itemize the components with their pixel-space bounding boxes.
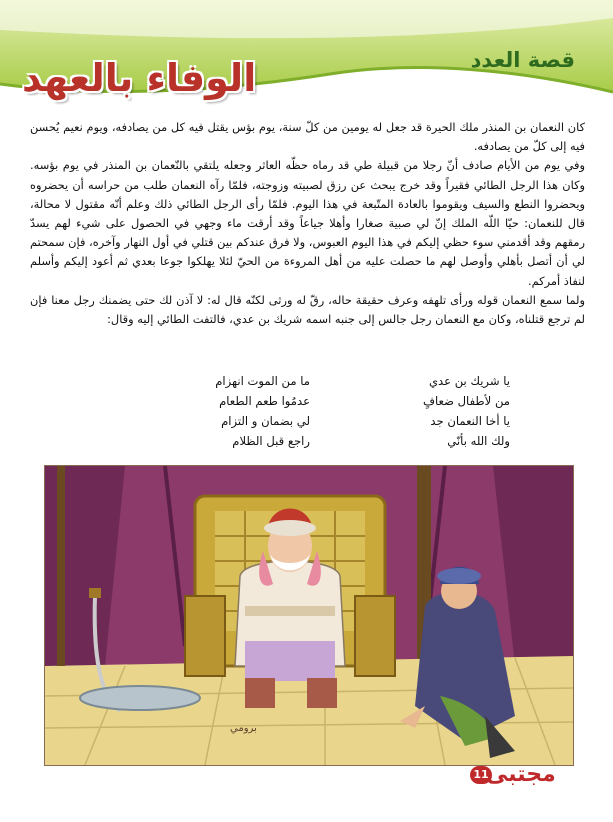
poem-line <box>140 431 510 451</box>
story-paragraph: وفي يوم من الأيام صادف أنّ رجلا من قبيلة طي قد رماه حظّه العاثر وجعله يلتقي بالنّعمان بن المنذر في يوم بؤسه. وكان هذا الرجل الطائي فقيراً وقد خرج يبحث عن رزق لصبيته وزوجته، فلمّا رآه النعمان طلب من حراسه أن يحضروه ويحضروا النطع والسيف ويقوموا بالعادة المتّبعة في هذا اليوم. فلمّا رأى الرجل الطائي ذلك وعلم أنّه مقتول لا محالة، قال للنعمان: حيّا اللّه الملك إنّ لي صبية صغارا وأهلا جياعاً وقد أرقت ماء وجهي في الحصول على شيء لهم يسدّ رمقهم وقد أقدمني سوء حظي إليكم في هذا اليوم العبوس، ولا فرق عندكم بين قتلي في أول النهار وآخره، فإن سمحتم لي أن أتصل بأهلي وأوصل لهم ما حصلت عليه من أهل المروءة من الحيّ لئلا يهلكوا جوعا بعدي ثم أعود إليكم وأسلم لنفاذ أمركم. <box>30 158 585 288</box>
page-number: 11 <box>470 766 492 784</box>
section-label: قصة العدد <box>470 48 575 72</box>
story-body <box>30 118 585 329</box>
poem-verse-left: عدمُوا طعم الطعام <box>219 394 310 408</box>
poem-line <box>140 411 510 431</box>
story-title: الوفاء بالعهد <box>22 56 257 100</box>
poem-verse-left: راجع قبل الظلام <box>232 434 310 448</box>
poem-verse-left: ما من الموت انهزام <box>215 374 310 388</box>
magazine-logo: مجتبى <box>486 762 556 787</box>
poem-block <box>140 371 510 451</box>
poem-verse-right: يا شريك بن عدي <box>428 374 510 388</box>
story-paragraph: ولما سمع النعمان قوله ورأى تلهفه وعرف حقيقة حاله، رقّ له ورثى لكنّه قال له: لا آذن لك حتى يضمنك رجل معنا فإن لم ترجع قتلناه، وكان مع النعمان رجل جالس إلى جنبه اسمه شريك بن عدي، فالتفت الطائي إليه وقال: <box>30 292 585 327</box>
poem-line <box>140 371 510 391</box>
story-illustration <box>44 465 574 766</box>
poem-verse-right: من لأطفال ضعافٍ <box>422 394 510 408</box>
poem-verse-left: لي بضمان و التزام <box>221 414 310 428</box>
artist-signature: ﺑﺮﻭﻣﻲ <box>230 723 257 734</box>
poem-line <box>140 391 510 411</box>
poem-verse-right: يا أخا النعمان جد <box>430 414 510 428</box>
story-paragraph: كان النعمان بن المنذر ملك الحيرة قد جعل له يومين من كلّ سنة، يوم بؤس يقتل فيه كل من يصادفه، ويوم نعيم يُحسن فيه إلى كلّ من يصادفه. <box>30 120 585 154</box>
poem-verse-right: ولك الله بأنّي <box>447 434 510 448</box>
king-on-throne-illustration <box>45 466 573 765</box>
